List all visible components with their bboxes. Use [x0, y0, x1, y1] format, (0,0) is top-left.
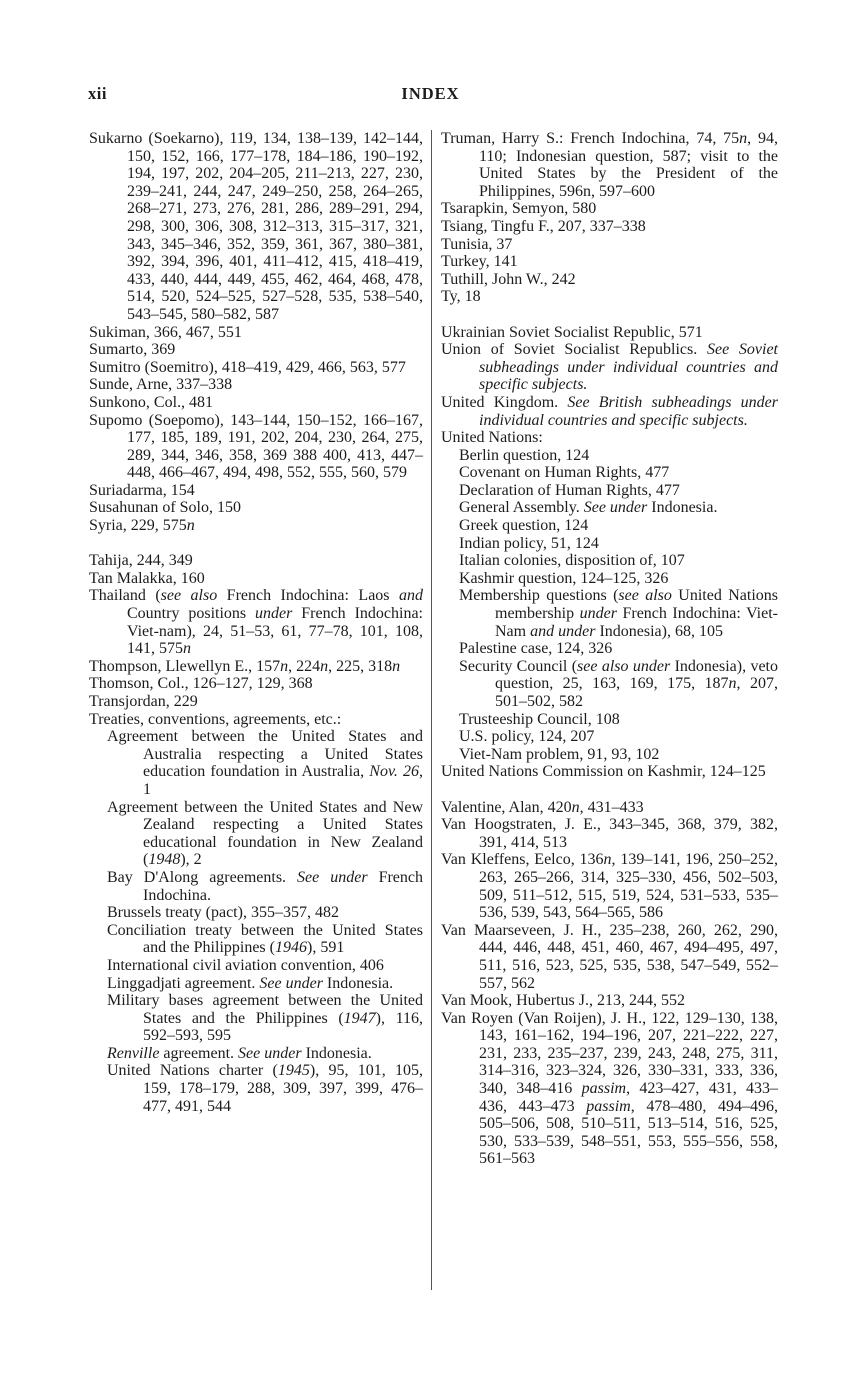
index-subentry: Italian colonies, disposition of, 107 — [459, 552, 685, 570]
index-subentry: Agreement between the United States and Australia respecting a United States education foundation in Australia, Nov. 26, 1 — [107, 728, 423, 798]
index-subentry: Linggadjati agreement. See under Indonesia. — [107, 974, 394, 992]
index-entry: Sukarno (Soekarno), 119, 134, 138–139, 142–144, 150, 152, 166, 177–178, 184–186, 190–192, 194, 197, 202, 204–205, 211–213, 227, 230, 239–241, 244, 247, 249–250, 258, 264–265, 268–271, 273, 276, 281, 286, 289–291, 294, 298, 300, 306, 308, 312–313, 315–317, 321, 343, 345–346, 352, 359, 361, 367, 380–381, 392, 394, 396, 401, 411–412, 415, 418–419, 433, 440, 444, 449, 455, 462, 464, 468, 478, 514, 520, 524–525, 527–528, 535, 538–540, 543–545, 580–582, 587 — [89, 130, 423, 323]
index-subentry: Greek question, 124 — [459, 517, 589, 535]
index-entry: Tsiang, Tingfu F., 207, 337–338 — [441, 217, 646, 235]
index-entry: Thompson, Llewellyn E., 157n, 224n, 225, 318n — [89, 657, 401, 675]
index-subentry: Security Council (see also under Indonesia), veto question, 25, 163, 169, 175, 187n, 207, 501–502, 582 — [459, 657, 779, 710]
index-entry: Ty, 18 — [441, 288, 481, 306]
index-entry: Sunde, Arne, 337–338 — [89, 376, 233, 394]
index-entry: Supomo (Soepomo), 143–144, 150–152, 166–167, 177, 185, 189, 191, 202, 204, 230, 264, 275, 289, 344, 346, 358, 369 388 400, 413, 447–448, 466–467, 494, 498, 552, 555, 560, 579 — [89, 411, 423, 482]
index-subentry: Covenant on Human Rights, 477 — [459, 464, 670, 482]
index-subentry: Conciliation treaty between the United States and the Philippines (1946), 591 — [107, 921, 423, 957]
index-entry: Valentine, Alan, 420n, 431–433 — [441, 798, 644, 816]
index-subentry: Agreement between the United States and New Zealand respecting a United States educational foundation in New Zealand (1948), 2 — [107, 798, 423, 869]
index-subentry: Indian policy, 51, 124 — [459, 534, 599, 552]
index-entry: Transjordan, 229 — [89, 693, 198, 710]
index-entry: Sunkono, Col., 481 — [89, 393, 214, 411]
index-entry: Tan Malakka, 160 — [89, 569, 205, 587]
index-entry: Sumarto, 369 — [89, 341, 176, 359]
index-entry: Van Hoogstraten, J. E., 343–345, 368, 379, 382, 391, 414, 513 — [441, 816, 778, 851]
index-entry: Thailand (see also French Indochina: Laos and Country positions under French Indochina: Viet-nam), 24, 51–53, 61, 77–78, 101, 108, 141, 575n — [89, 587, 423, 658]
index-subentry: Trusteeship Council, 108 — [459, 710, 620, 728]
index-entry: Susahunan of Solo, 150 — [89, 499, 241, 517]
index-subentry: Declaration of Human Rights, 477 — [459, 481, 680, 499]
index-entry: Tunisia, 37 — [441, 235, 513, 253]
column-divider — [431, 130, 432, 1290]
index-subentry: Membership questions (see also United Nations membership under French Indochina: Viet-Nam and under Indonesia), 68, 105 — [459, 587, 778, 640]
page-header — [0, 85, 861, 107]
index-entry: Van Royen (Van Roijen), J. H., 122, 129–130, 138, 143, 161–162, 194–196, 207, 221–222, 227, 231, 233, 235–237, 239, 243, 248, 275, 311, 314–316, 323–324, 326, 330–331, 333, 336, 340, 348–416 passim, 423–427, 431, 433–436, 443–473 passim, 478–480, 494–496, 505–506, 508, 510–511, 513–514, 516, 525, 530, 533–539, 548–551, 553, 555–556, 558, 561–563 — [441, 1009, 779, 1168]
index-subentry: Military bases agreement between the United States and the Philippines (1947), 116, 592–593, 595 — [107, 992, 424, 1045]
index-subentry: Bay D'Along agreements. See under French Indochina. — [107, 868, 424, 904]
index-subentry: Viet-Nam problem, 91, 93, 102 — [459, 745, 660, 763]
left-column — [89, 130, 423, 1115]
index-entry: Syria, 229, 575n — [89, 517, 195, 535]
index-entry: Tuthill, John W., 242 — [441, 270, 576, 288]
section-gap — [441, 781, 778, 799]
index-entry: Ukrainian Soviet Socialist Republic, 571 — [441, 323, 703, 341]
index-entry: Union of Soviet Socialist Republics. See Soviet subheadings under individual countries and specific subjects. — [441, 341, 778, 394]
index-entry: Truman, Harry S.: French Indochina, 74, 75n, 94, 110; Indonesian question, 587; visit to the United States by the President of the Philippines, 596n, 597–600 — [441, 130, 779, 200]
index-entry: Van Mook, Hubertus J., 213, 244, 552 — [441, 992, 685, 1010]
index-subentry: International civil aviation convention, 406 — [107, 956, 384, 974]
index-entry: Sumitro (Soemitro), 418–419, 429, 466, 563, 577 — [89, 358, 406, 376]
section-gap — [89, 535, 423, 553]
index-subentry: U.S. policy, 124, 207 — [459, 728, 595, 746]
index-entry: Van Maarseveen, J. H., 235–238, 260, 262, 290, 444, 446, 448, 451, 460, 467, 494–495, 497, 511, 516, 523, 525, 535, 538, 547–549, 552–557, 562 — [441, 921, 778, 992]
index-entry: Tsarapkin, Semyon, 580 — [441, 200, 597, 218]
index-subentry: Kashmir question, 124–125, 326 — [459, 569, 669, 587]
index-subentry: Berlin question, 124 — [459, 446, 590, 464]
index-subentry: United Nations charter (1945), 95, 101, 105, 159, 178–179, 288, 309, 397, 399, 476–477, 491, 544 — [107, 1062, 423, 1115]
page-number: xii — [88, 84, 107, 103]
index-entry: United Nations Commission on Kashmir, 124–125 — [441, 763, 766, 781]
index-subentry: Brussels treaty (pact), 355–357, 482 — [107, 904, 339, 922]
index-entry: Sukiman, 366, 467, 551 — [89, 323, 242, 341]
index-subentry: General Assembly. See under Indonesia. — [459, 499, 718, 517]
index-entry: Suriadarma, 154 — [89, 481, 195, 499]
index-entry: United Nations: — [441, 429, 543, 447]
index-entry: United Kingdom. See British subheadings under individual countries and specific subjects. — [441, 393, 778, 429]
index-entry: Tahija, 244, 349 — [89, 552, 193, 570]
index-entry: Turkey, 141 — [441, 253, 518, 271]
right-column — [441, 130, 778, 1168]
section-gap — [441, 306, 778, 324]
page-title: INDEX — [401, 84, 460, 103]
index-entry: Thomson, Col., 126–127, 129, 368 — [89, 675, 313, 693]
index-entry: Van Kleffens, Eelco, 136n, 139–141, 196, 250–252, 263, 265–266, 314, 325–330, 456, 502–503, 509, 511–512, 515, 519, 524, 531–533, 535–536, 539, 543, 564–565, 586 — [441, 851, 778, 922]
index-subentry: Renville agreement. See under Indonesia. — [107, 1044, 372, 1062]
index-subentry: Palestine case, 124, 326 — [459, 640, 613, 658]
index-entry: Treaties, conventions, agreements, etc.: — [89, 710, 342, 728]
